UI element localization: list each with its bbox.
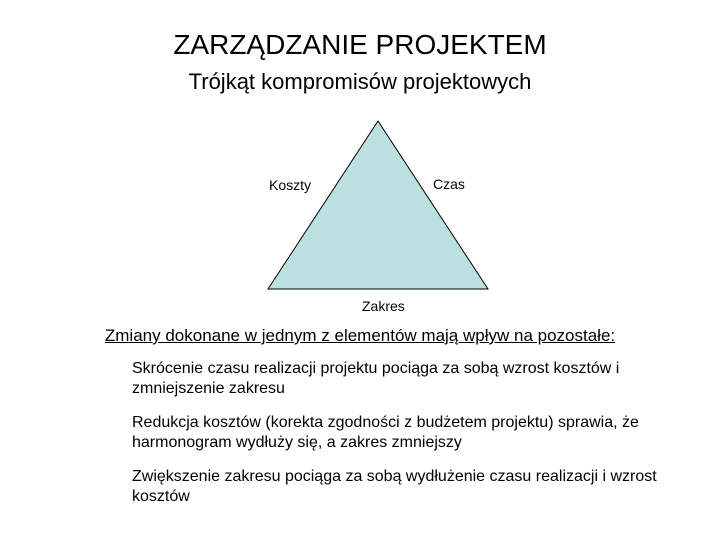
consequence-list: [132, 359, 692, 521]
label-time: Czas: [433, 176, 465, 192]
list-item: Redukcja kosztów (korekta zgodności z budżetem projektu) sprawia, że harmonogram wydłuży się, a zakres zmniejszy: [132, 414, 639, 451]
list-item: Skrócenie czasu realizacji projektu pociąga za sobą wzrost kosztów i zmniejszenie zakresu: [132, 360, 620, 397]
label-scope: Zakres: [362, 298, 405, 314]
intro-statement: Zmiany dokonane w jednym z elementów mają wpływ na pozostałe:: [104, 326, 616, 345]
project-triangle: [268, 121, 488, 289]
page-subtitle: Trójkąt kompromisów projektowych: [188, 69, 532, 94]
list-item: Zwiększenie zakresu pociąga za sobą wydłużenie czasu realizacji i wzrost kosztów: [132, 468, 657, 505]
page-title: ZARZĄDZANIE PROJEKTEM: [173, 29, 547, 60]
label-costs: Koszty: [269, 177, 312, 193]
